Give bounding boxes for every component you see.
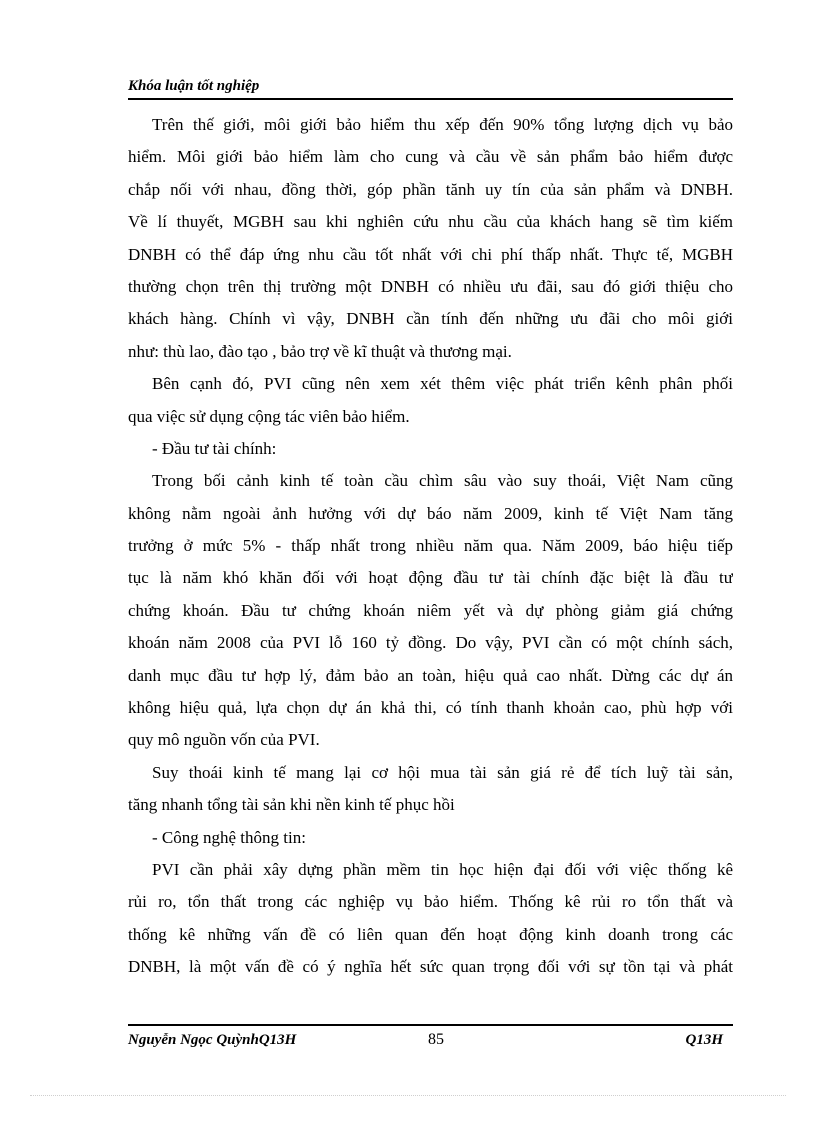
text-line: chứng khoán. Đầu tư chứng khoán niêm yết và dự phòng giảm giá chứng xyxy=(128,600,733,620)
page-number: 85 xyxy=(428,1031,444,1048)
text-line: khoán năm 2008 của PVI lỗ 160 tỷ đồng. Do vậy, PVI cần có một chính sách, xyxy=(128,633,733,653)
text-line: Trên thế giới, môi giới bảo hiểm thu xếp đến 90% tổng lượng dịch vụ bảo xyxy=(152,115,733,134)
footer-author: Nguyễn Ngọc QuỳnhQ13H xyxy=(128,1032,297,1048)
page-edge-divider xyxy=(30,1095,786,1096)
text-line: thường chọn trên thị trường một DNBH có nhiều ưu đãi, sau đó giới thiệu cho xyxy=(128,276,733,296)
page-header xyxy=(128,76,733,100)
text-line: rủi ro, tổn thất trong các nghiệp vụ bảo hiểm. Thống kê rủi ro tổn thất và xyxy=(128,892,733,912)
text-line: - Công nghệ thông tin: xyxy=(152,827,306,847)
text-line: qua việc sử dụng cộng tác viên bảo hiểm. xyxy=(128,406,410,426)
text-line: Suy thoái kinh tế mang lại cơ hội mua tài sản giá rẻ để tích luỹ tài sản, xyxy=(152,762,733,782)
text-line: Trong bối cảnh kinh tế toàn cầu chìm sâu vào suy thoái, Việt Nam cũng xyxy=(152,471,733,491)
text-line: Về lí thuyết, MGBH sau khi nghiên cứu nhu cầu của khách hang sẽ tìm kiếm xyxy=(128,212,733,232)
text-line: - Đầu tư tài chính: xyxy=(152,438,277,458)
text-line: trưởng ở mức 5% - thấp nhất trong nhiều năm qua. Năm 2009, báo hiệu tiếp xyxy=(128,536,733,556)
footer-code: Q13H xyxy=(685,1032,723,1048)
text-line: hiểm. Môi giới bảo hiểm làm cho cung và cầu về sản phẩm bảo hiểm được xyxy=(128,147,733,167)
text-line: khách hàng. Chính vì vậy, DNBH cần tính đến những ưu đãi cho môi giới xyxy=(128,309,733,329)
text-line: DNBH có thể đáp ứng nhu cầu tốt nhất với chi phí thấp nhất. Thực tế, MGBH xyxy=(128,244,733,264)
text-line: như: thù lao, đào tạo , bảo trợ về kĩ thuật và thương mại. xyxy=(128,341,512,361)
header-title: Khóa luận tốt nghiệp xyxy=(128,78,260,94)
text-line: tục là năm khó khăn đối với hoạt động đầu tư tài chính đặc biệt là đầu tư xyxy=(128,568,733,588)
text-line: danh mục đầu tư hợp lý, đảm bảo an toàn, hiệu quả cao nhất. Dừng các dự án xyxy=(128,665,733,685)
text-line: không hiệu quả, lựa chọn dự án khả thi, có tính thanh khoản cao, phù hợp với xyxy=(128,698,733,718)
body-text xyxy=(128,109,733,984)
text-line: thống kê những vấn đề có liên quan đến hoạt động kinh doanh trong các xyxy=(128,924,733,944)
text-line: PVI cần phải xây dựng phần mềm tin học hiện đại đối với việc thống kê xyxy=(152,859,733,879)
text-line: chắp nối với nhau, đồng thời, góp phần tănh uy tín của sản phẩm và DNBH. xyxy=(128,179,733,199)
text-line: không nằm ngoài ảnh hưởng với dự báo năm 2009, kinh tế Việt Nam tăng xyxy=(128,503,733,523)
page-footer xyxy=(128,1024,733,1053)
text-line: quy mô nguồn vốn của PVI. xyxy=(128,730,320,750)
text-line: DNBH, là một vấn đề có ý nghĩa hết sức quan trọng đối với sự tồn tại và phát xyxy=(128,957,733,977)
text-line: Bên cạnh đó, PVI cũng nên xem xét thêm việc phát triển kênh phân phối xyxy=(152,374,733,394)
text-line: tăng nhanh tổng tài sản khi nền kinh tế phục hồi xyxy=(128,795,455,815)
